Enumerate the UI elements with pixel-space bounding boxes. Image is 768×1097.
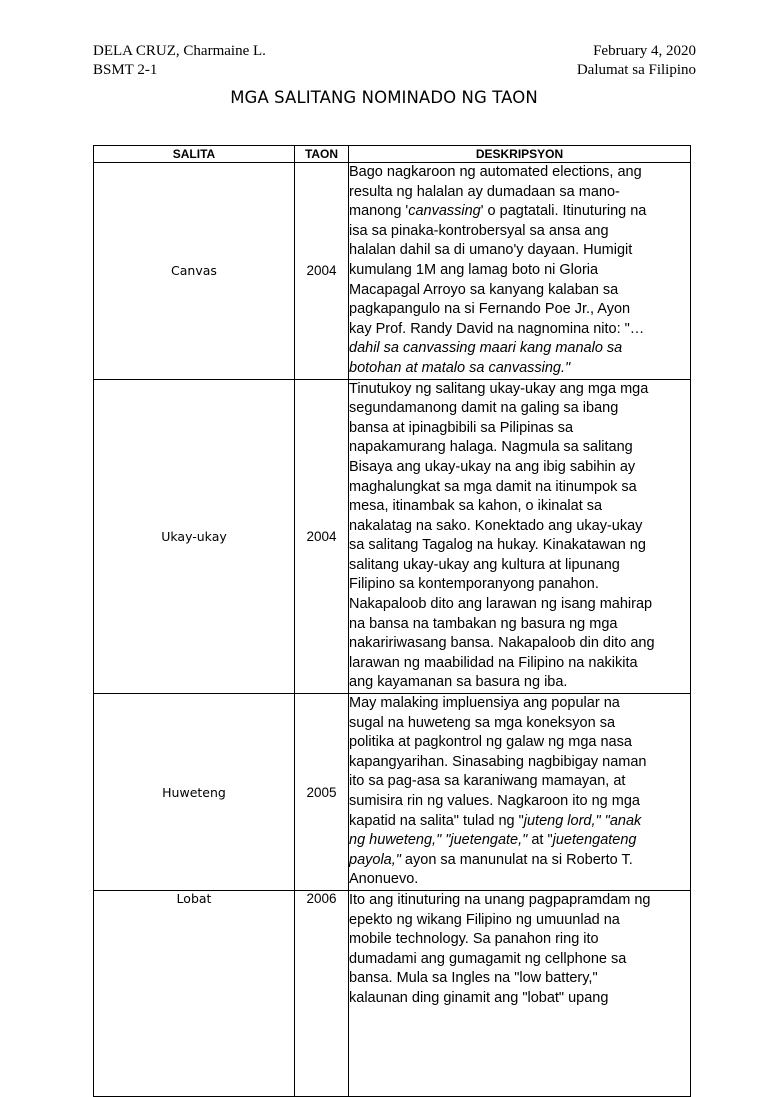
page-title: MGA SALITANG NOMINADO NG TAON [230, 88, 538, 107]
description-line: Ito ang itinuturing na unang pagpapramdam ng [349, 891, 651, 908]
description-line: kapatid na salita" tulad ng "juteng lord," "anak [349, 812, 642, 829]
description-line: pagkapangulo na si Fernando Poe Jr., Ayon [349, 301, 631, 318]
student-section: BSMT 2-1 [93, 62, 158, 78]
description-line: halalan dahil sa di umano'y dayaan. Humigit [349, 242, 633, 259]
description-line: isa sa pinaka-kontrobersyal sa ansa ang [349, 222, 609, 239]
year-cell: 2004 [295, 163, 349, 380]
description-cell [349, 890, 691, 1096]
description-line: Tinutukoy ng salitang ukay-ukay ang mga mga [349, 380, 649, 397]
year-cell: 2005 [295, 694, 349, 891]
table-row [94, 890, 691, 1096]
description-line: bansa at ipinagbibili sa Pilipinas sa [349, 419, 574, 436]
description-line: kapangyarihan. Sinasabing nagbibigay naman [349, 753, 647, 770]
student-name: DELA CRUZ, Charmaine L. [93, 43, 266, 59]
table-row [94, 694, 691, 891]
column-header-salita: SALITA [94, 146, 295, 163]
table-row [94, 379, 691, 694]
description-line: mesa, itinambak sa kahon, o ikinalat sa [349, 498, 603, 515]
word-cell: Lobat [94, 890, 295, 1096]
description-line: mobile technology. Sa panahon ring ito [349, 931, 599, 948]
description-line: dahil sa canvassing maari kang manalo sa [349, 340, 623, 357]
description-cell [349, 694, 691, 891]
description-line: sumisira rin ng values. Nagkaroon ito ng mga [349, 793, 640, 809]
description-line: manong 'canvassing' o pagtatali. Itinuturing na [349, 203, 647, 220]
word-cell: Canvas [94, 163, 295, 380]
table-row [94, 163, 691, 380]
description-line: maghalungkat sa mga damit na itinumpok sa [349, 478, 637, 495]
description-cell [349, 379, 691, 694]
description-line: ng huweteng," "juetengate," at "juetengateng [349, 832, 637, 849]
words-table [93, 145, 691, 1097]
column-header-deskripsyon: DESKRIPSYON [349, 146, 691, 163]
description-line: payola," ayon sa manunulat na si Roberto T. [349, 851, 633, 868]
description-line: larawan ng maabilidad na Filipino na nakikita [349, 654, 638, 671]
description-line: Anonuevo. [349, 871, 419, 888]
document-meta [577, 42, 696, 80]
description-cell [349, 163, 691, 380]
student-info [93, 42, 266, 80]
table-header-row [94, 146, 691, 163]
description-line: dumadami ang gumagamit ng cellphone sa [349, 950, 627, 967]
description-line: resulta ng halalan ay dumadaan sa mano- [349, 183, 620, 200]
description-line: ito sa pag-asa sa karaniwang mamayan, at [349, 773, 626, 790]
course-name: Dalumat sa Filipino [576, 62, 696, 78]
description-line: nakaririwasang bansa. Nakapaloob din dito ang [349, 635, 655, 652]
description-line: Filipino sa kontemporanyong panahon. [349, 576, 599, 593]
year-cell: 2006 [295, 890, 349, 1096]
description-line: Macapagal Arroyo sa kanyang kalaban sa [349, 281, 619, 298]
description-line: kalaunan ding ginamit ang "lobat" upang [349, 989, 609, 1006]
year-cell: 2004 [295, 379, 349, 694]
description-line: bansa. Mula sa Ingles na "low battery," [349, 970, 598, 987]
description-line: epekto ng wikang Filipino ng umuunlad na [349, 911, 620, 928]
word-cell: Ukay-ukay [94, 379, 295, 694]
description-line: politika at pagkontrol ng galaw ng mga nasa [349, 734, 632, 751]
description-line: botohan at matalo sa canvassing." [349, 359, 571, 376]
description-line: kay Prof. Randy David na nagnomina nito: "… [349, 320, 645, 337]
description-line: Bago nagkaroon ng automated elections, ang [349, 164, 642, 180]
description-line: sa salitang Tagalog na hukay. Kinakatawan ng [349, 537, 646, 554]
description-line: napakamurang halaga. Nagmula sa salitang [349, 439, 633, 456]
description-line: Bisaya ang ukay-ukay na ang ibig sabihin ay [349, 458, 636, 475]
description-line: sugal na huweteng sa mga koneksyon sa [349, 714, 616, 731]
description-line: ang kayamanan sa basura ng iba. [349, 674, 568, 691]
column-header-taon: TAON [295, 146, 349, 163]
document-date: February 4, 2020 [593, 43, 696, 59]
description-line: na bansa na tambakan ng basura ng mga [349, 615, 618, 632]
word-cell: Huweteng [94, 694, 295, 891]
description-line: salitang ukay-ukay ang kultura at lipunang [349, 556, 620, 573]
description-line: May malaking impluensiya ang popular na [349, 695, 620, 712]
description-line: Nakapaloob dito ang larawan ng isang mahirap [349, 596, 653, 613]
description-line: kumulang 1M ang lamag boto ni Gloria [349, 261, 599, 278]
description-line: nakalatag na sako. Konektado ang ukay-ukay [349, 517, 643, 534]
description-line: segundamanong damit na galing sa ibang [349, 400, 619, 417]
